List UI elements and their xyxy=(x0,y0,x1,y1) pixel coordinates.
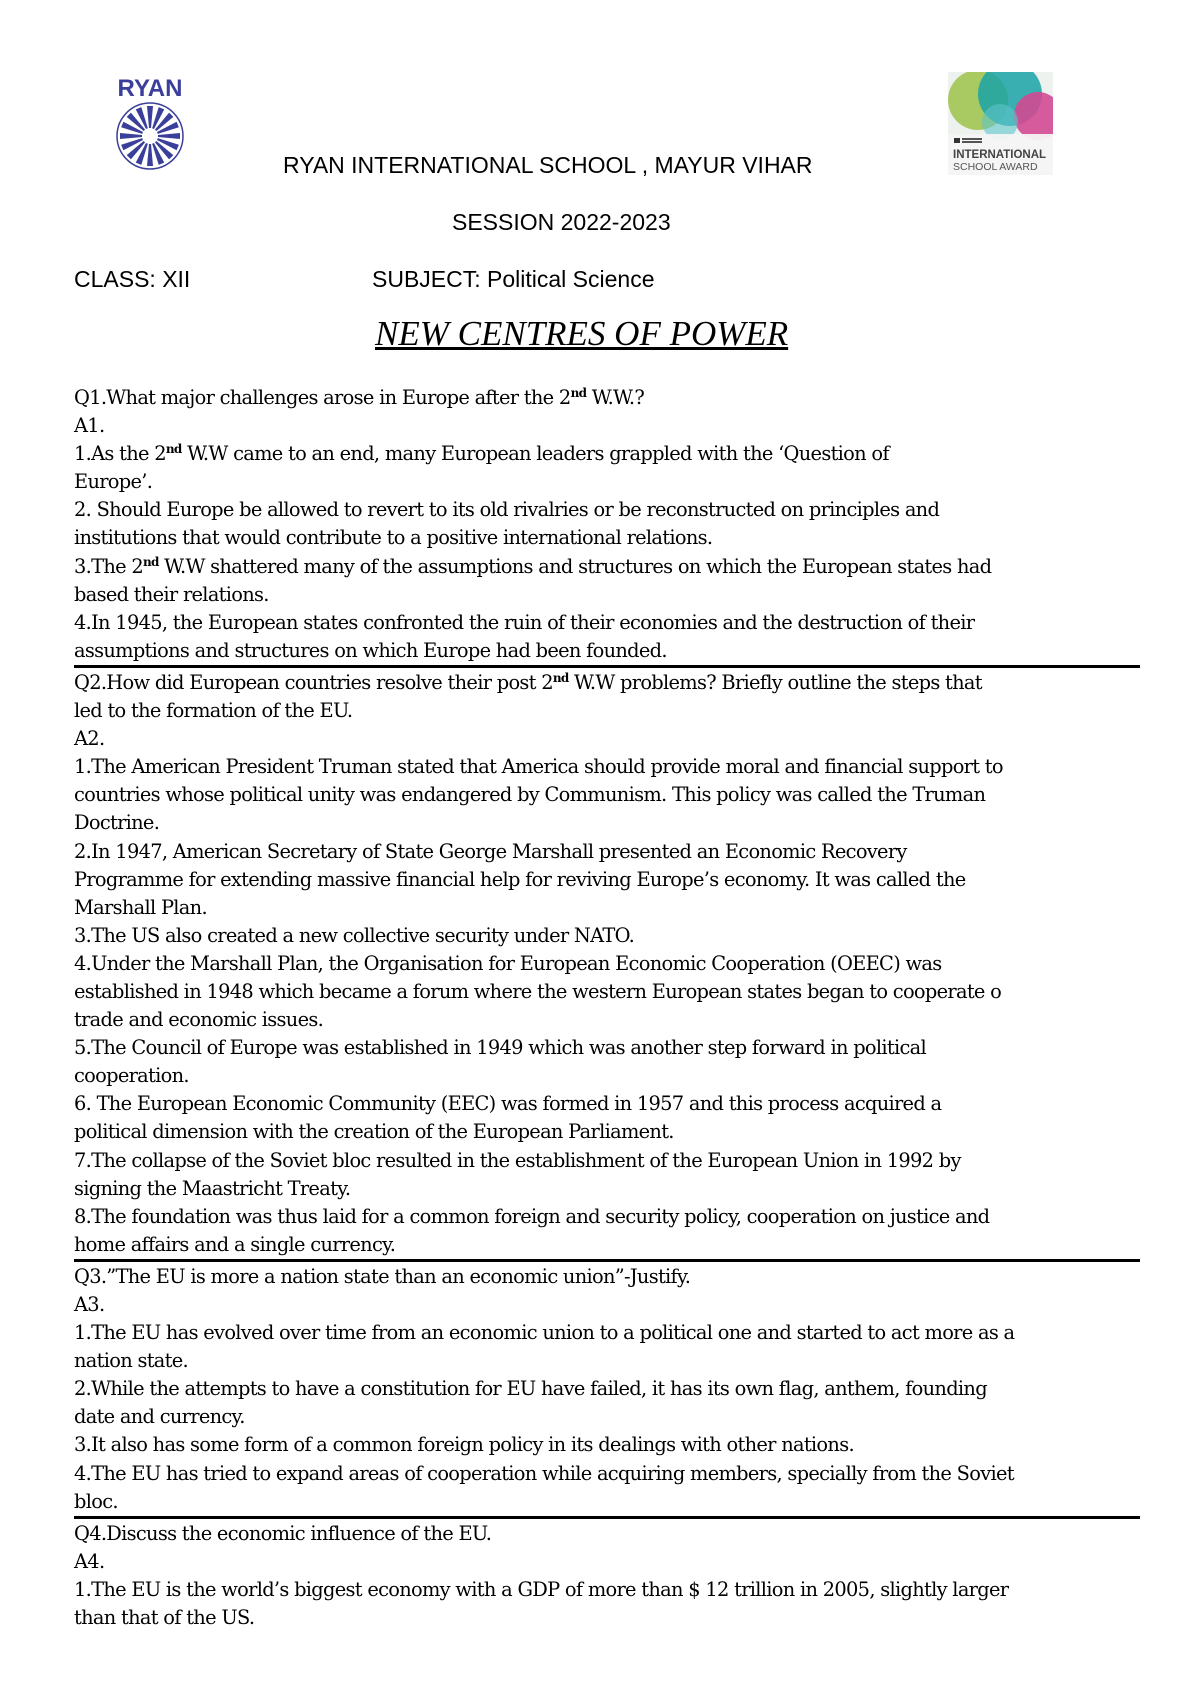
answer-line: institutions that would contribute to a positive international relations. xyxy=(74,526,713,550)
answer-line: 4.The EU has tried to expand areas of cooperation while acquiring members, specially from the Soviet xyxy=(74,1461,1014,1485)
answer-line: established in 1948 which became a forum where the western European states began to cooperate o xyxy=(74,979,1002,1003)
logo-ray xyxy=(120,133,142,139)
answer-line: trade and economic issues. xyxy=(74,1008,324,1032)
question-block-2 xyxy=(74,669,1154,1259)
answer-line: assumptions and structures on which Europe had been founded. xyxy=(74,638,667,662)
chapter-title: NEW CENTRES OF POWER xyxy=(375,314,789,353)
answer-line: Programme for extending massive financial help for reviving Europe’s economy. It was called the xyxy=(74,867,966,891)
ryan-logo xyxy=(94,74,206,174)
answer-line: 1.The EU has evolved over time from an economic union to a political one and started to act more as a xyxy=(74,1321,1015,1345)
answer-line: date and currency. xyxy=(74,1405,245,1429)
question-block-4 xyxy=(74,1520,1154,1632)
answer-line: 3.It also has some form of a common foreign policy in its dealings with other nations. xyxy=(74,1433,854,1457)
answer-line: countries whose political unity was endangered by Communism. This policy was called the Truman xyxy=(74,783,986,807)
answer-label: A3. xyxy=(74,1293,105,1316)
answer-line: based their relations. xyxy=(74,582,269,606)
logo-ray xyxy=(158,133,180,139)
answer-line: 3.The US also created a new collective security under NATO. xyxy=(74,923,635,947)
question-block-1 xyxy=(74,384,1154,665)
answer-line: Europe’. xyxy=(74,470,153,494)
answer-line: 2. Should Europe be allowed to revert to its old rivalries or be reconstructed on principles and xyxy=(74,498,940,522)
answer-line: signing the Maastricht Treaty. xyxy=(74,1176,351,1200)
answer-line: 7.The collapse of the Soviet bloc resulted in the establishment of the European Union in 1992 by xyxy=(74,1148,961,1172)
question-text: Q4.Discuss the economic influence of the EU. xyxy=(74,1521,492,1545)
section-divider xyxy=(74,1516,1140,1519)
logo-ray xyxy=(147,144,153,166)
question-text: led to the formation of the EU. xyxy=(74,699,353,723)
answer-line: bloc. xyxy=(74,1489,118,1513)
answer-line: 4.Under the Marshall Plan, the Organisation for European Economic Cooperation (OEEC) was xyxy=(74,951,942,975)
answer-line: 2.While the attempts to have a constitution for EU have failed, it has its own flag, anthem, founding xyxy=(74,1377,987,1401)
answer-line: nation state. xyxy=(74,1349,189,1373)
answer-line: 8.The foundation was thus laid for a common foreign and security policy, cooperation on justice and xyxy=(74,1204,990,1228)
answer-line: cooperation. xyxy=(74,1064,189,1088)
answer-label: A4. xyxy=(74,1549,105,1573)
answer-label: A2. xyxy=(74,727,105,751)
answer-line: Doctrine. xyxy=(74,811,160,835)
question-answer-body xyxy=(74,384,1154,1632)
answer-line: political dimension with the creation of the European Parliament. xyxy=(74,1120,674,1144)
answer-line: home affairs and a single currency. xyxy=(74,1232,396,1256)
answer-line: 6. The European Economic Community (EEC) was formed in 1957 and this process acquired a xyxy=(74,1092,942,1116)
question-text: Q3.”The EU is more a nation state than an economic union”-Justify. xyxy=(74,1264,691,1288)
subject-label: SUBJECT: Political Science xyxy=(372,266,655,292)
logo-ray xyxy=(147,106,153,128)
answer-line: Marshall Plan. xyxy=(74,895,207,919)
question-block-3 xyxy=(74,1263,1154,1516)
international-school-award-logo xyxy=(948,72,1053,175)
svg-text:SCHOOL AWARD: SCHOOL AWARD xyxy=(953,161,1038,173)
question-text: Q2.How did European countries resolve their post 2nd W.W problems? Briefly outline the steps that xyxy=(74,670,982,694)
answer-line: 2.In 1947, American Secretary of State George Marshall presented an Economic Recovery xyxy=(74,839,907,863)
svg-text:INTERNATIONAL: INTERNATIONAL xyxy=(953,149,1047,161)
answer-line: 1.The American President Truman stated that America should provide moral and financial support to xyxy=(74,755,1003,779)
answer-line: 4.In 1945, the European states confronted the ruin of their economies and the destruction of their xyxy=(74,610,975,634)
question-text: Q1.What major challenges arose in Europe after the 2nd W.W.? xyxy=(74,386,645,409)
answer-line: 1.As the 2nd W.W came to an end, many European leaders grappled with the ‘Question of xyxy=(74,442,889,466)
school-name: RYAN INTERNATIONAL SCHOOL , MAYUR VIHAR xyxy=(283,152,813,178)
section-divider xyxy=(74,1259,1140,1262)
ryan-logo-text: RYAN xyxy=(117,75,183,102)
answer-label: A1. xyxy=(74,414,105,438)
answer-line: 5.The Council of Europe was established in 1949 which was another step forward in political xyxy=(74,1036,927,1060)
section-divider xyxy=(74,665,1140,668)
session-label: SESSION 2022-2023 xyxy=(452,209,671,235)
answer-line: than that of the US. xyxy=(74,1606,255,1630)
answer-line: 1.The EU is the world’s biggest economy with a GDP of more than $ 12 trillion in 2005, slightly larger xyxy=(74,1577,1009,1601)
class-label: CLASS: XII xyxy=(74,266,191,292)
answer-line: 3.The 2nd W.W shattered many of the assumptions and structures on which the European states had xyxy=(74,554,992,578)
